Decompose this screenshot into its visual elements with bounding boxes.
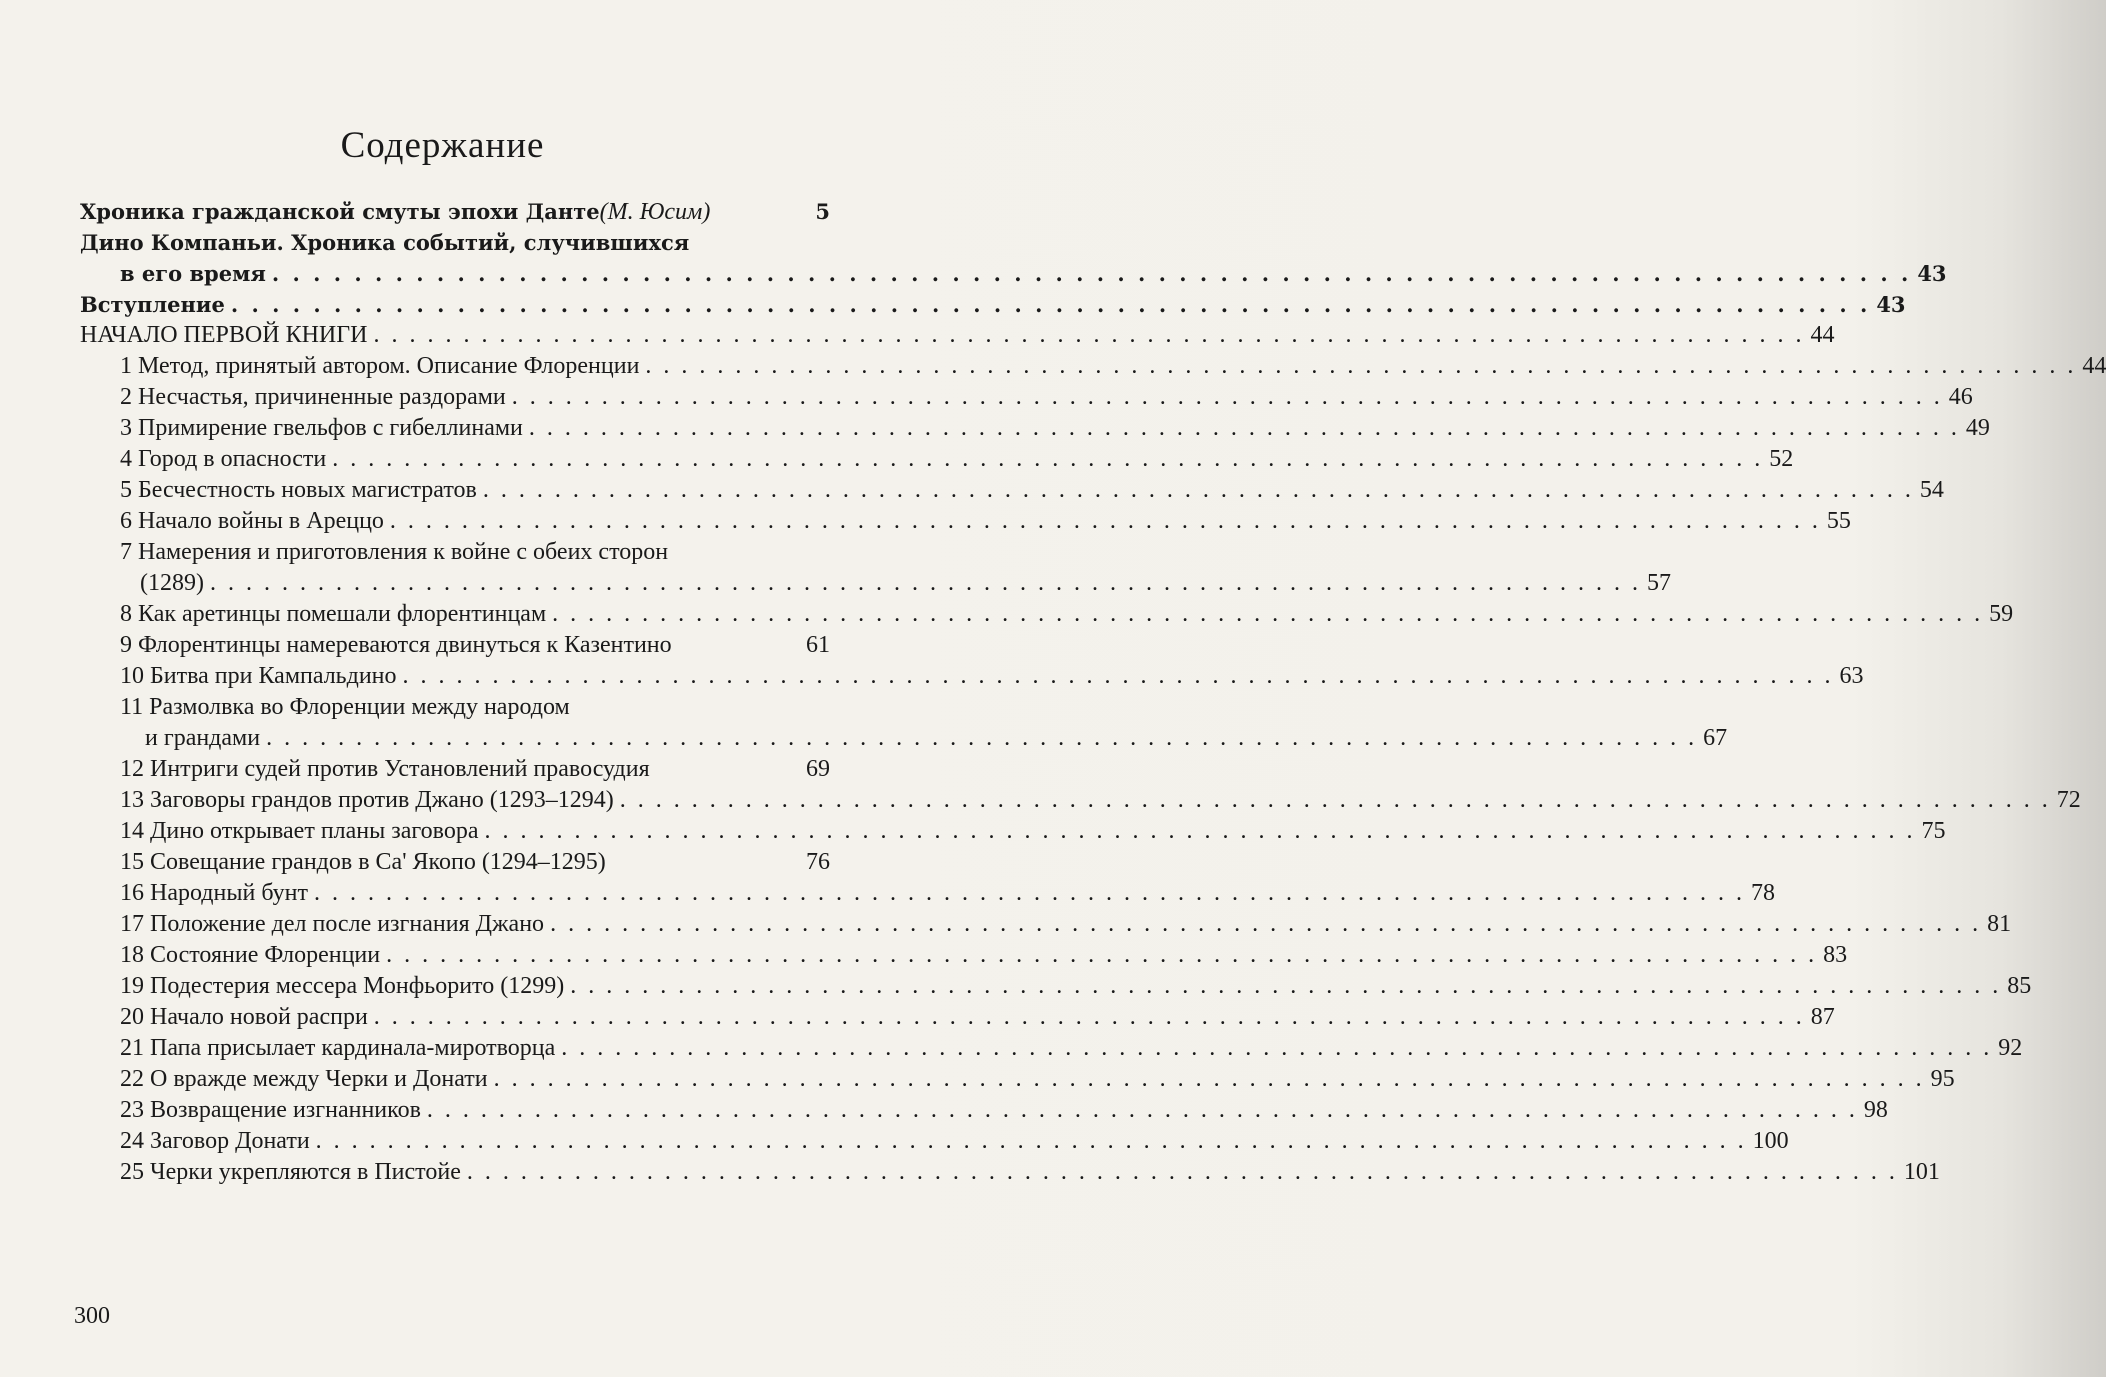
toc-entry-page: 57: [1646, 570, 1671, 596]
toc-entry-page: 61: [806, 632, 830, 658]
toc-entry: [80, 816, 1946, 847]
dot-leader: . . . . . . . . . . . . . . . . . . . . . . . . . . . . . . . . . . . . . . . . . . . . . . . . . . . . . . . . . . . . . . . . . . . . . . . . . . . . . . . .: [332, 446, 1764, 472]
toc-entry: [80, 661, 1864, 692]
toc-entry: [80, 940, 1848, 971]
table-of-contents: [80, 196, 2106, 1188]
toc-entry-text: 20 Начало новой распри: [120, 1004, 368, 1030]
toc-entry: [80, 568, 1671, 599]
toc-entry: [80, 506, 1851, 537]
toc-entry-text: 1 Метод, принятый автором. Описание Флоренции: [120, 353, 640, 379]
dot-leader: . . . . . . . . . . . . . . . . . . . . . . . . . . . . . . . . . . . . . . . . . . . . . . . . . . . . . . . . . . . . . . . . . . . . . . . . . . . . . . . .: [271, 261, 1912, 286]
dot-leader: . . . . . . . . . . . . . . . . . . . . . . . . . . . . . . . . . . . . . . . . . . . . . . . . . . . . . . . . . . . . . . . . . . . . . . . . . . . . . . . .: [619, 787, 2051, 813]
dot-leader: . . . . . . . . . . . . . . . . . . . . . . . . . . . . . . . . . . . . . . . . . . . . . . . . . . . . . . . . . . . . . . . . . . . . . . . . . . . . . . . .: [386, 942, 1818, 968]
dot-leader: . . . . . . . . . . . . . . . . . . . . . . . . . . . . . . . . . . . . . . . . . . . . . . . . . . . . . . . . . . . . . . . . . . . . . . . . . . . . . . . .: [482, 477, 1914, 503]
toc-entry: [80, 630, 830, 661]
toc-entry-page: 78: [1750, 880, 1775, 906]
dot-leader: . . . . . . . . . . . . . . . . . . . . . . . . . . . . . . . . . . . . . . . . . . . . . . . . . . . . . . . . . . . . . . . . . . . . . . . . . . . . . . . .: [402, 663, 1834, 689]
toc-entry-page: 72: [2056, 787, 2081, 813]
toc-entry: [80, 475, 1944, 506]
dot-leader: . . . . . . . . . . . . . . . . . . . . . . . . . . . . . . . . . . . . . . . . . . . . . . . . . . . . . . . . . . . . . . . . . . . . . . . . . . . . . . . .: [230, 292, 1871, 317]
toc-entry-text: 19 Подестерия мессера Монфьорито (1299): [120, 973, 565, 999]
dot-leader: . . . . . . . . . . . . . . . . . . . . . . . . . . . . . . . . . . . . . . . . . . . . . . . . . . . . . . . . . . . . . . . . . . . . . . . . . . . . . . . .: [373, 1004, 1805, 1030]
dot-leader: . . . . . . . . . . . . . . . . . . . . . . . . . . . . . . . . . . . . . . . . . . . . . . . . . . . . . . . . . . . . . . . . . . . . . . . . . . . . . . . .: [315, 1128, 1747, 1154]
toc-entry-text: 11 Размолвка во Флоренции между народом: [120, 694, 570, 720]
toc-entry-page: 75: [1921, 818, 1946, 844]
toc-entry-text: 22 О вражде между Черки и Донати: [120, 1066, 488, 1092]
toc-entry-page: 55: [1826, 508, 1851, 534]
toc-entry-page: 63: [1839, 663, 1864, 689]
toc-entry: [80, 289, 1906, 320]
toc-entry-text: 25 Черки укрепляются в Пистойе: [120, 1159, 461, 1185]
toc-entry-text: 8 Как аретинцы помешали флорентинцам: [120, 601, 547, 627]
toc-entry-page: 101: [1903, 1159, 1940, 1185]
dot-leader: . . . . . . . . . . . . . . . . . . . . . . . . . . . . . . . . . . . . . . . . . . . . . . . . . . . . . . . . . . . . . . . . . . . . . . . . . . . . . . . .: [209, 570, 1641, 596]
toc-entry-page: 44: [2082, 353, 2106, 379]
toc-entry-page: 44: [1810, 322, 1835, 348]
toc-entry: [80, 1126, 1789, 1157]
toc-entry: [80, 1033, 2023, 1064]
toc-entry-text: 6 Начало войны в Ареццо: [120, 508, 384, 534]
dot-leader: . . . . . . . . . . . . . . . . . . . . . . . . . . . . . . . . . . . . . . . . . . . . . . . . . . . . . . . . . . . . . . . . . . . . . . . . . . . . . . . .: [493, 1066, 1925, 1092]
toc-entry-text: 10 Битва при Кампальдино: [120, 663, 397, 689]
toc-entry: [80, 258, 1947, 289]
dot-leader: . . . . . . . . . . . . . . . . . . . . . . . . . . . . . . . . . . . . . . . . . . . . . . . . . . . . . . . . . . . . . . . . . . . . . . . . . . . . . . . .: [389, 508, 1821, 534]
toc-entry-text: 9 Флорентинцы намереваются двинуться к Казентино: [120, 632, 672, 658]
toc-entry-text: 24 Заговор Донати: [120, 1128, 310, 1154]
toc-entry: [80, 382, 1973, 413]
toc-entry: [80, 1064, 1955, 1095]
dot-leader: . . . . . . . . . . . . . . . . . . . . . . . . . . . . . . . . . . . . . . . . . . . . . . . . . . . . . . . . . . . . . . . . . . . . . . . . . . . . . . . .: [466, 1159, 1898, 1185]
toc-entry-text: Хроника гражданской смуты эпохи Данте: [80, 199, 600, 224]
toc-entry: [80, 1095, 1888, 1126]
toc-entry-page: 59: [1989, 601, 2014, 627]
toc-entry-text: 15 Совещание грандов в Са' Якопо (1294–1295): [120, 849, 606, 875]
dot-leader: . . . . . . . . . . . . . . . . . . . . . . . . . . . . . . . . . . . . . . . . . . . . . . . . . . . . . . . . . . . . . . . . . . . . . . . . . . . . . . . .: [552, 601, 1984, 627]
toc-entry: [80, 537, 830, 568]
toc-entry: [80, 692, 830, 723]
dot-leader: . . . . . . . . . . . . . . . . . . . . . . . . . . . . . . . . . . . . . . . . . . . . . . . . . . . . . . . . . . . . . . . . . . . . . . . . . . . . . . . .: [266, 725, 1698, 751]
toc-entry-text: 7 Намерения и приготовления к войне с обеих сторон: [120, 539, 669, 565]
toc-entry-page: 49: [1965, 415, 1990, 441]
toc-entry: [80, 971, 2032, 1002]
toc-entry: [80, 878, 1775, 909]
toc-entry-text: 3 Примирение гвельфов с гибеллинами: [120, 415, 523, 441]
toc-entry-page: 81: [1987, 911, 2012, 937]
toc-entry-page: 92: [1998, 1035, 2023, 1061]
toc-entry: [80, 1157, 1940, 1188]
toc-entry: [80, 909, 2012, 940]
toc-entry-text: Дино Компаньи. Хроника событий, случившихся: [80, 230, 690, 255]
toc-entry-text: 13 Заговоры грандов против Джано (1293–1294): [120, 787, 614, 813]
toc-entry-page: 83: [1823, 942, 1848, 968]
toc-entry-text: 18 Состояние Флоренции: [120, 942, 381, 968]
dot-leader: . . . . . . . . . . . . . . . . . . . . . . . . . . . . . . . . . . . . . . . . . . . . . . . . . . . . . . . . . . . . . . . . . . . . . . . . . . . . . . . .: [550, 911, 1982, 937]
toc-entry-text: в его время: [120, 261, 266, 286]
toc-entry-text: Вступление: [80, 292, 225, 317]
toc-entry-page: 95: [1930, 1066, 1955, 1092]
toc-entry: [80, 723, 1728, 754]
toc-entry-page: 5: [815, 199, 830, 224]
toc-entry-page: 98: [1863, 1097, 1888, 1123]
toc-entry-page: 46: [1948, 384, 1973, 410]
toc-entry: [80, 785, 2081, 816]
page-title: Содержание: [340, 125, 545, 166]
toc-entry-text: 2 Несчастья, причиненные раздорами: [120, 384, 506, 410]
toc-entry-page: 43: [1876, 292, 1906, 317]
toc-entry-page: 52: [1769, 446, 1794, 472]
toc-entry-text: 4 Город в опасности: [120, 446, 327, 472]
toc-entry-page: 43: [1917, 261, 1947, 286]
toc-entry-text: 14 Дино открывает планы заговора: [120, 818, 479, 844]
toc-entry-page: 67: [1703, 725, 1728, 751]
toc-entry-page: 87: [1810, 1004, 1835, 1030]
toc-entry-text: 21 Папа присылает кардинала-миротворца: [120, 1035, 556, 1061]
toc-entry-text: 5 Бесчестность новых магистратов: [120, 477, 477, 503]
toc-entry: [80, 413, 1990, 444]
toc-entry-page: 76: [806, 849, 830, 875]
toc-entry: [80, 227, 830, 258]
toc-entry: [80, 754, 830, 785]
toc-entry-page: 54: [1919, 477, 1944, 503]
toc-entry: [80, 196, 830, 227]
toc-entry: [80, 320, 1835, 351]
toc-entry-text: 17 Положение дел после изгнания Джано: [120, 911, 545, 937]
toc-entry: [80, 599, 2014, 630]
toc-entry-text: (1289): [140, 570, 204, 596]
dot-leader: . . . . . . . . . . . . . . . . . . . . . . . . . . . . . . . . . . . . . . . . . . . . . . . . . . . . . . . . . . . . . . . . . . . . . . . . . . . . . . . .: [426, 1097, 1858, 1123]
toc-entry: [80, 847, 830, 878]
dot-leader: . . . . . . . . . . . . . . . . . . . . . . . . . . . . . . . . . . . . . . . . . . . . . . . . . . . . . . . . . . . . . . . . . . . . . . . . . . . . . . . .: [528, 415, 1960, 441]
dot-leader: . . . . . . . . . . . . . . . . . . . . . . . . . . . . . . . . . . . . . . . . . . . . . . . . . . . . . . . . . . . . . . . . . . . . . . . . . . . . . . . .: [561, 1035, 1993, 1061]
dot-leader: . . . . . . . . . . . . . . . . . . . . . . . . . . . . . . . . . . . . . . . . . . . . . . . . . . . . . . . . . . . . . . . . . . . . . . . . . . . . . . . .: [484, 818, 1916, 844]
dot-leader: . . . . . . . . . . . . . . . . . . . . . . . . . . . . . . . . . . . . . . . . . . . . . . . . . . . . . . . . . . . . . . . . . . . . . . . . . . . . . . . .: [645, 353, 2077, 379]
toc-entry: [80, 444, 1794, 475]
dot-leader: . . . . . . . . . . . . . . . . . . . . . . . . . . . . . . . . . . . . . . . . . . . . . . . . . . . . . . . . . . . . . . . . . . . . . . . . . . . . . . . .: [511, 384, 1943, 410]
toc-entry-text: НАЧАЛО ПЕРВОЙ КНИГИ: [80, 322, 368, 348]
page-number: 300: [74, 1303, 110, 1329]
toc-entry-page: 69: [806, 756, 830, 782]
dot-leader: . . . . . . . . . . . . . . . . . . . . . . . . . . . . . . . . . . . . . . . . . . . . . . . . . . . . . . . . . . . . . . . . . . . . . . . . . . . . . . . .: [313, 880, 1745, 906]
toc-entry-page: 85: [2007, 973, 2032, 999]
toc-entry: [80, 351, 2106, 382]
toc-entry-text: 12 Интриги судей против Установлений правосудия: [120, 756, 650, 782]
toc-entry-page: 100: [1752, 1128, 1789, 1154]
toc-entry-text: 16 Народный бунт: [120, 880, 308, 906]
dot-leader: . . . . . . . . . . . . . . . . . . . . . . . . . . . . . . . . . . . . . . . . . . . . . . . . . . . . . . . . . . . . . . . . . . . . . . . . . . . . . . . .: [570, 973, 2002, 999]
toc-entry-author: (М. Юсим): [599, 199, 711, 225]
dot-leader: . . . . . . . . . . . . . . . . . . . . . . . . . . . . . . . . . . . . . . . . . . . . . . . . . . . . . . . . . . . . . . . . . . . . . . . . . . . . . . . .: [373, 322, 1805, 348]
toc-entry-text: 23 Возвращение изгнанников: [120, 1097, 421, 1123]
toc-entry: [80, 1002, 1835, 1033]
toc-entry-text: и грандами: [145, 725, 261, 751]
